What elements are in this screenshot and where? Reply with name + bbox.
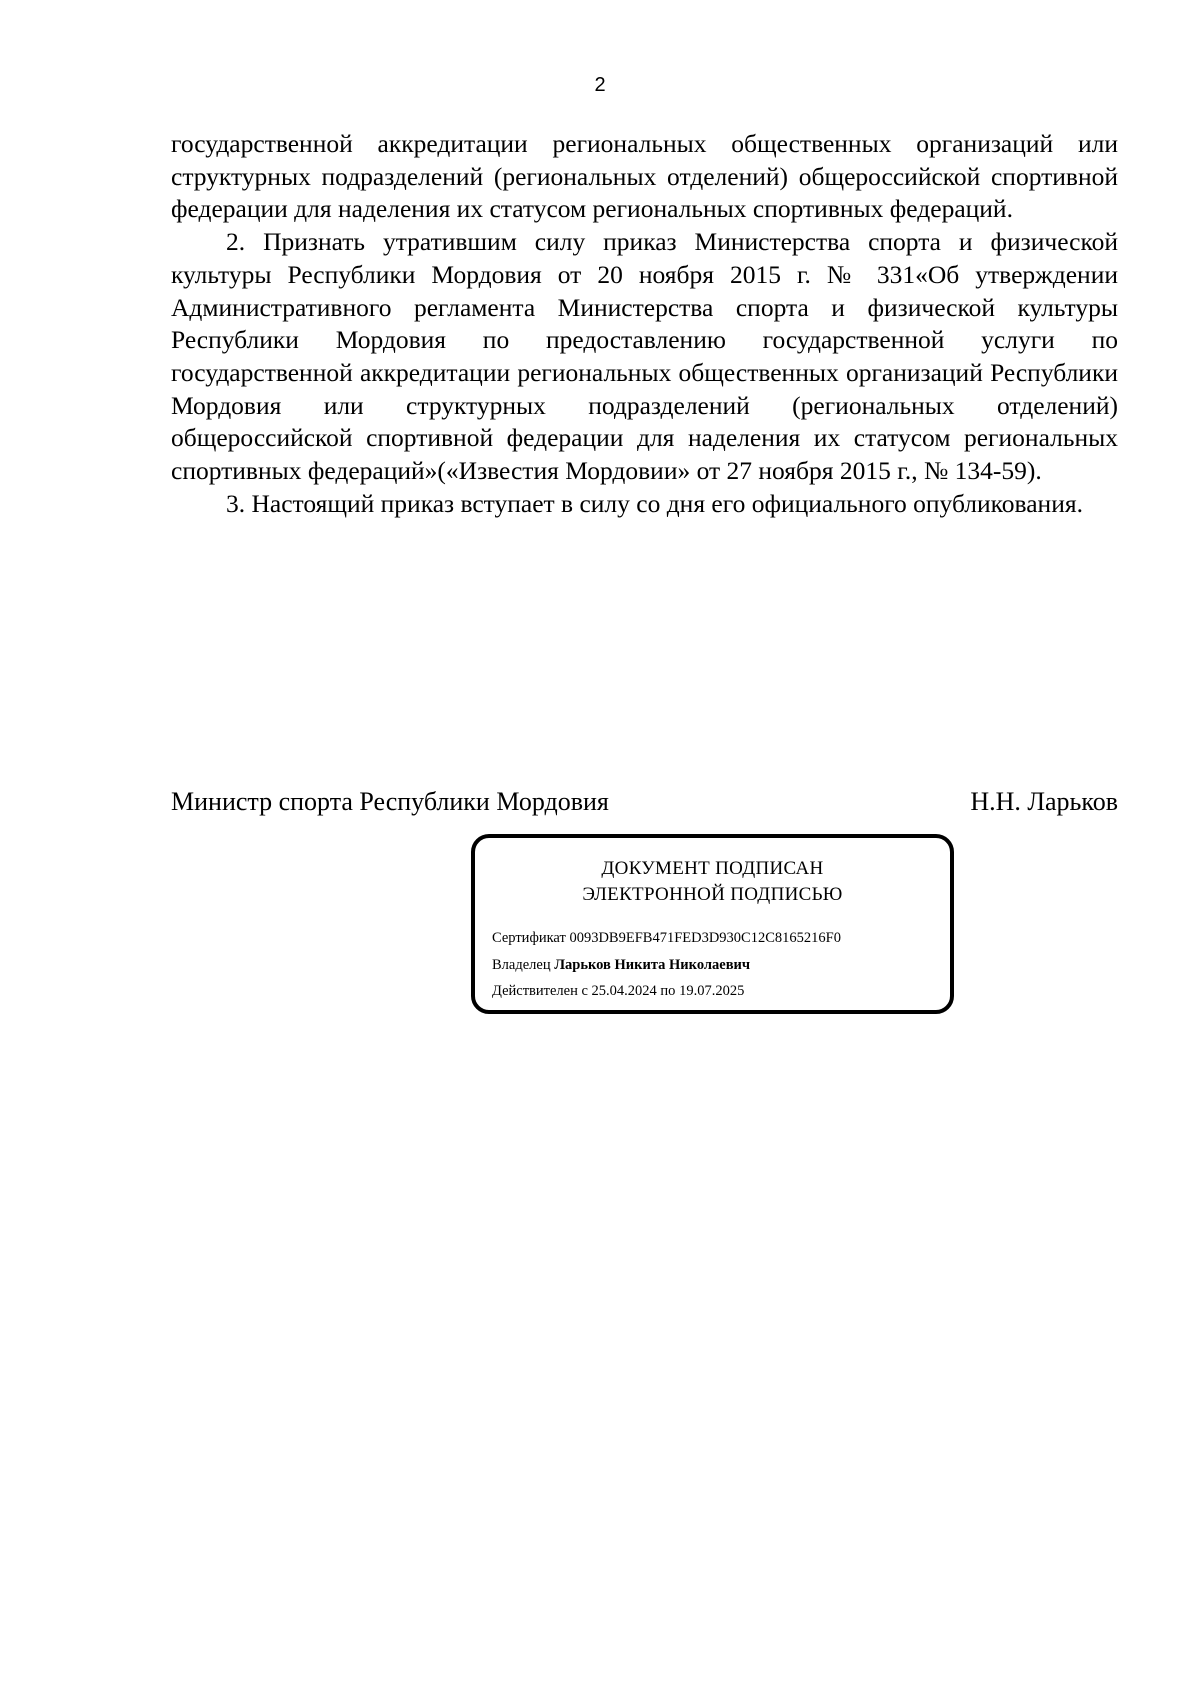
stamp-title [475,856,950,908]
stamp-valid-label: Действителен [492,983,578,999]
signer-name: Н.Н. Ларьков [970,787,1118,816]
paragraph-item-2: 2. Признать утратившим силу приказ Министерства спорта и физической культуры Республики Мордовия от 20 ноября 2015 г. № 331«Об утверждении Административного регламента Министерства спорта и физической культуры Республики Мордовия по предоставлению государственной услуги по государственной аккредитации региональных общественных организаций Республики Мордовия или структурных подразделений (региональных отделений) общероссийской спортивной федерации для наделения их статусом региональных спортивных федераций»(«Известия Мордовии» от 27 ноября 2015 г., № 134-59). [171,227,1118,486]
stamp-certificate-line [492,928,841,948]
stamp-valid-from-label: с [581,983,588,999]
document-body [171,128,1118,520]
paragraph-continuation: государственной аккредитации региональных общественных организаций или структурных подразделений (региональных отделений) общероссийской спортивной федерации для наделения их статусом региональных спортивных федераций. [171,129,1118,224]
stamp-owner-label: Владелец [492,957,551,973]
stamp-validity-line [492,981,744,1001]
stamp-certificate-label: Сертификат [492,930,566,946]
signer-position: Министр спорта Республики Мордовия [171,787,609,816]
page-number: 2 [594,74,606,96]
stamp-owner-line [492,955,750,975]
electronic-signature-stamp [471,834,954,1014]
stamp-title-line-2: ЭЛЕКТРОННОЙ ПОДПИСЬЮ [582,884,843,905]
signature-block [171,786,1118,818]
stamp-owner-value: Ларьков Никита Николаевич [554,957,751,973]
stamp-valid-to: 19.07.2025 [679,983,745,999]
stamp-certificate-value: 0093DB9EFB471FED3D930C12C8165216F0 [569,930,841,946]
stamp-valid-to-label: по [660,983,676,999]
stamp-valid-from: 25.04.2024 [591,983,657,999]
paragraph-item-3: 3. Настоящий приказ вступает в силу со дня его официального опубликования. [226,488,1083,518]
stamp-title-line-1: ДОКУМЕНТ ПОДПИСАН [601,858,824,879]
